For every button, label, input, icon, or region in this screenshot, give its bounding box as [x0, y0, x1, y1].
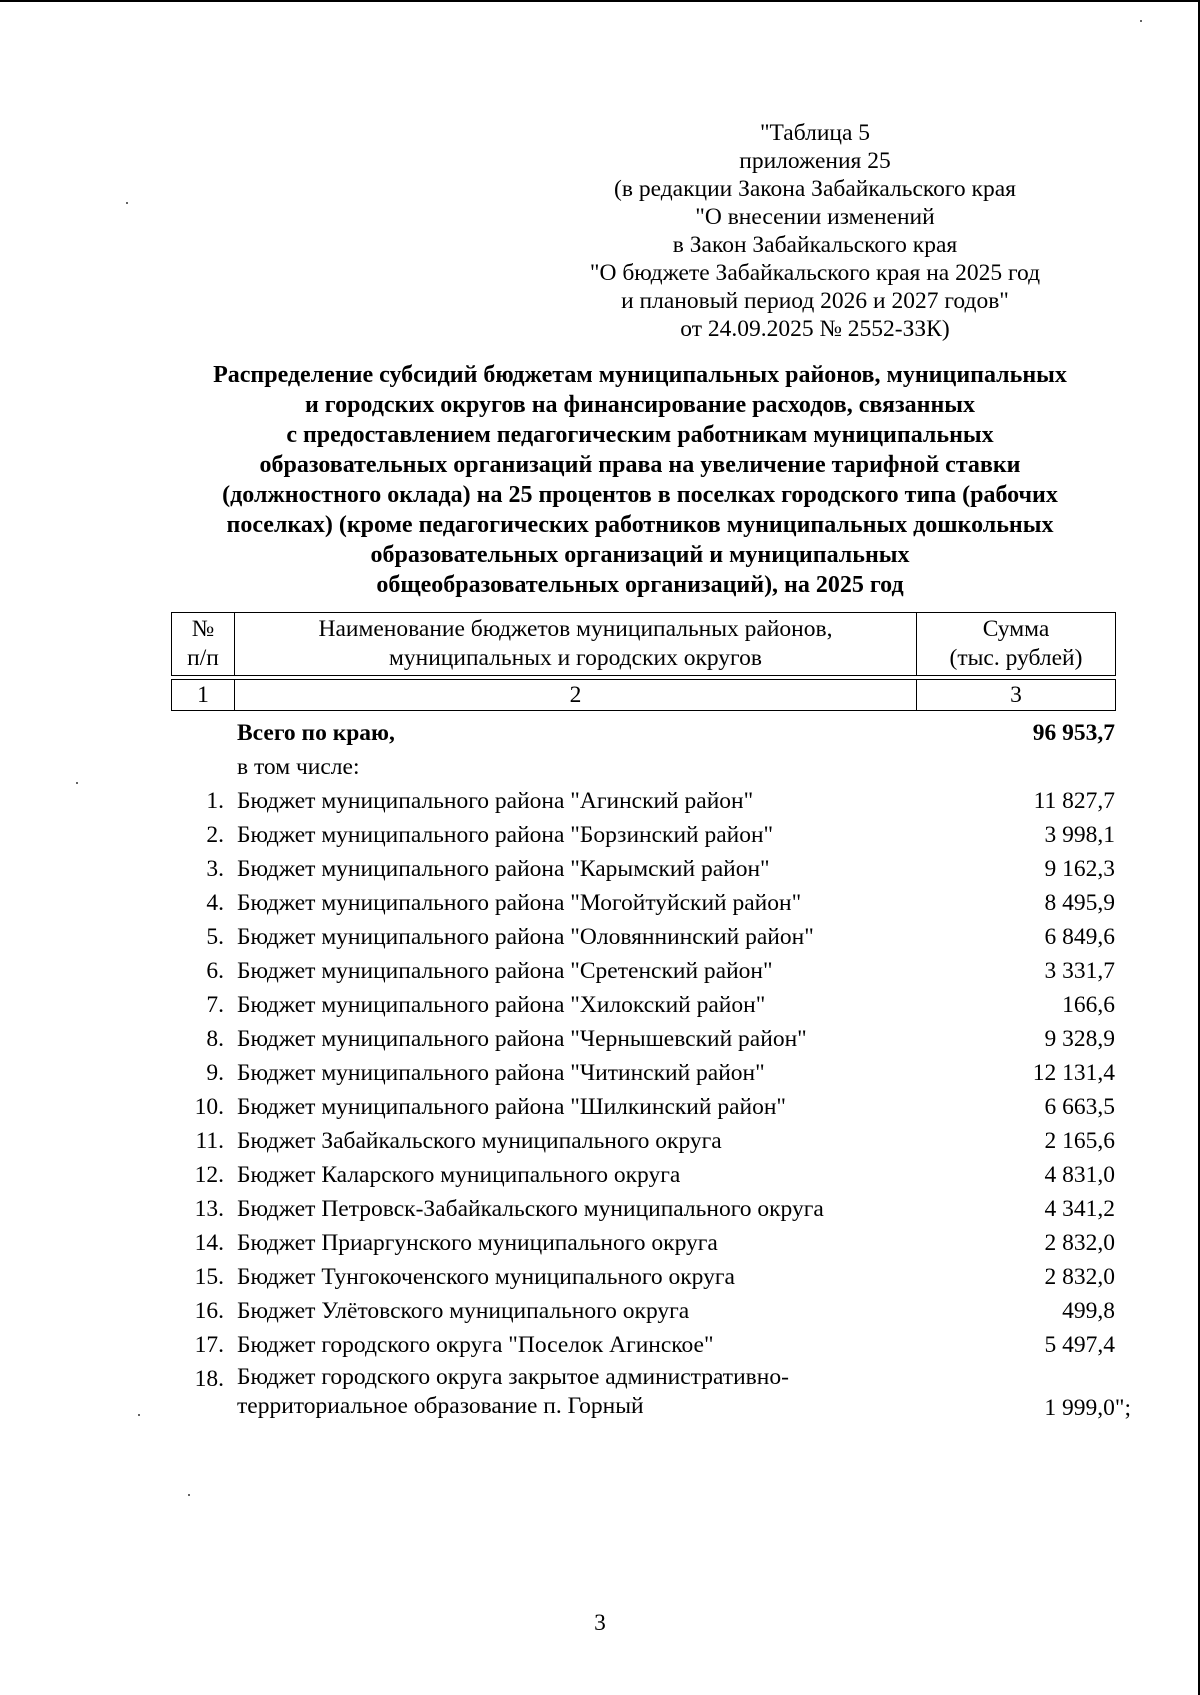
row-sum: 3 331,7 [1044, 958, 1115, 984]
row-sum: 6 849,6 [1044, 924, 1115, 950]
row-sum: 9 328,9 [1044, 1026, 1115, 1052]
row-number: 9. [206, 1060, 224, 1086]
stamp-line: (в редакции Закона Забайкальского края [614, 176, 1016, 202]
row-name: Бюджет муниципального района "Оловяннинский район" [237, 924, 814, 950]
row-number: 1. [206, 788, 224, 814]
row-name: Бюджет городского округа "Поселок Агинское" [237, 1332, 714, 1358]
row-number: 18. [194, 1366, 224, 1392]
row-name: Бюджет Петровск-Забайкальского муниципального округа [237, 1196, 824, 1222]
column-headers [172, 613, 1116, 676]
col-number-3: 3 [917, 680, 1116, 711]
table-row [171, 1125, 1131, 1159]
col-number-2: 2 [235, 680, 917, 711]
row-name: Бюджет муниципального района "Читинский район" [237, 1060, 765, 1086]
row-number: 7. [206, 992, 224, 1018]
row-sum: 166,6 [1062, 992, 1115, 1018]
col-number-header: № п/п [172, 613, 235, 676]
document-title [160, 360, 1120, 600]
table-row [171, 1057, 1131, 1091]
stamp-line: "О внесении изменений [695, 204, 935, 230]
row-name: Бюджет Приаргунского муниципального округа [237, 1230, 718, 1256]
row-name: Бюджет муниципального района "Шилкинский район" [237, 1094, 787, 1120]
header-stamp [565, 119, 1065, 343]
title-line: и городских округов на финансирование расходов, связанных [304, 392, 976, 418]
stamp-line: от 24.09.2025 № 2552-ЗЗК) [680, 316, 950, 342]
row-sum: 4 341,2 [1044, 1196, 1115, 1222]
stamp-line: приложения 25 [739, 148, 891, 174]
title-line: Распределение субсидий бюджетам муниципальных районов, муниципальных [213, 362, 1067, 388]
col-name-header: Наименование бюджетов муниципальных районов, муниципальных и городских округов [235, 613, 917, 676]
row-name: Бюджет муниципального района "Чернышевский район" [237, 1026, 807, 1052]
table-row [171, 1363, 1131, 1423]
row-number: 5. [206, 924, 224, 950]
row-name: Бюджет муниципального района "Сретенский район" [237, 958, 773, 984]
table-row [171, 1159, 1131, 1193]
col-number-1: 1 [172, 680, 235, 711]
row-name: Бюджет муниципального района "Хилокский район" [237, 992, 766, 1018]
table-row [171, 853, 1131, 887]
row-name: Бюджет Забайкальского муниципального округа [237, 1128, 722, 1154]
scan-speck [188, 1494, 190, 1496]
row-sum: 2 832,0 [1044, 1230, 1115, 1256]
stamp-line: "Таблица 5 [759, 120, 871, 146]
title-line: с предоставлением педагогическим работникам муниципальных [286, 422, 994, 448]
scan-speck [1140, 20, 1142, 22]
row-sum: 12 131,4 [1032, 1060, 1115, 1086]
stamp-line: и плановый период 2026 и 2027 годов" [621, 288, 1009, 314]
row-name: Бюджет Каларского муниципального округа [237, 1162, 681, 1188]
row-sum: 2 165,6 [1044, 1128, 1115, 1154]
row-sum: 1 999,0"; [1044, 1395, 1131, 1421]
table-row [171, 921, 1131, 955]
title-line: поселках) (кроме педагогических работников муниципальных дошкольных [226, 512, 1054, 538]
total-value: 96 953,7 [1032, 720, 1115, 746]
scan-speck [126, 202, 128, 204]
row-name: Бюджет муниципального района "Могойтуйский район" [237, 890, 802, 916]
table-row [171, 819, 1131, 853]
row-number: 4. [206, 890, 224, 916]
table-header [171, 612, 1116, 711]
row-sum: 499,8 [1062, 1298, 1115, 1324]
column-numbers [172, 680, 1116, 711]
title-line: образовательных организаций права на увеличение тарифной ставки [259, 452, 1021, 478]
title-line: (должностного оклада) на 25 процентов в поселках городского типа (рабочих [222, 482, 1058, 508]
table-row [171, 1261, 1131, 1295]
scan-speck [76, 782, 78, 784]
row-sum: 11 827,7 [1033, 788, 1115, 814]
row-number: 8. [206, 1026, 224, 1052]
row-name: Бюджет Улётовского муниципального округа [237, 1298, 690, 1324]
row-sum: 6 663,5 [1044, 1094, 1115, 1120]
total-row [171, 717, 1131, 751]
row-name: Бюджет муниципального района "Карымский район" [237, 856, 770, 882]
table-row [171, 1227, 1131, 1261]
row-sum: 5 497,4 [1044, 1332, 1115, 1358]
scan-speck [138, 1414, 140, 1416]
title-line: образовательных организаций и муниципальных [370, 542, 910, 568]
row-sum: 4 831,0 [1044, 1162, 1115, 1188]
row-number: 15. [194, 1264, 224, 1290]
row-number: 6. [206, 958, 224, 984]
table-row [171, 989, 1131, 1023]
row-number: 10. [194, 1094, 224, 1120]
table-row [171, 1329, 1131, 1363]
row-number: 2. [206, 822, 224, 848]
row-sum: 3 998,1 [1044, 822, 1115, 848]
stamp-line: "О бюджете Забайкальского края на 2025 год [589, 260, 1041, 286]
row-name: Бюджет городского округа закрытое административно- территориальное образование п. Горный [237, 1364, 789, 1419]
row-number: 14. [194, 1230, 224, 1256]
row-sum: 8 495,9 [1044, 890, 1115, 916]
row-sum: 9 162,3 [1044, 856, 1115, 882]
col-sum-header: Сумма (тыс. рублей) [917, 613, 1116, 676]
row-number: 17. [194, 1332, 224, 1358]
row-name: Бюджет Тунгокоченского муниципального округа [237, 1264, 735, 1290]
row-name: Бюджет муниципального района "Борзинский район" [237, 822, 774, 848]
page-number: 3 [594, 1610, 606, 1636]
row-name: Бюджет муниципального района "Агинский район" [237, 788, 754, 814]
table-row [171, 887, 1131, 921]
table-row [171, 1193, 1131, 1227]
title-line: общеобразовательных организаций), на 2025 год [376, 572, 904, 598]
total-label: Всего по краю, [237, 720, 395, 746]
row-number: 13. [194, 1196, 224, 1222]
table-body [171, 717, 1131, 1423]
row-number: 12. [194, 1162, 224, 1188]
row-sum: 2 832,0 [1044, 1264, 1115, 1290]
table-row [171, 1023, 1131, 1057]
table-row [171, 785, 1131, 819]
table-row [171, 955, 1131, 989]
row-number: 11. [195, 1128, 224, 1154]
table-row [171, 1295, 1131, 1329]
stamp-line: в Закон Забайкальского края [672, 232, 958, 258]
including-row [171, 751, 1131, 785]
table-row [171, 1091, 1131, 1125]
row-number: 16. [194, 1298, 224, 1324]
row-number: 3. [206, 856, 224, 882]
including-label: в том числе: [237, 754, 360, 780]
